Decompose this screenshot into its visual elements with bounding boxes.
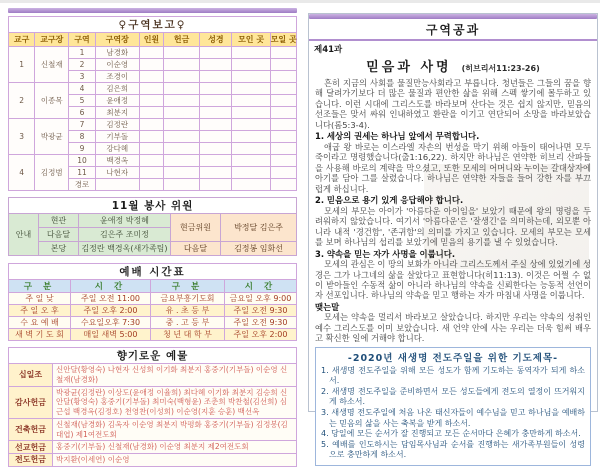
zone-leader: 이순영 — [95, 59, 139, 71]
service-side-label: 현금위원 — [171, 214, 221, 242]
empty-cell — [270, 47, 296, 59]
empty-cell — [139, 131, 163, 143]
offering-donors: 박광균(김정란) 이상도(윤애정 이율희) 최다혜 이기화 최분지 김승희 신안달(황영숙) 홍중기(기부돌) 최미숙(백형윤) 조춘희 박찬철(김선희) 심근섭 백경옥(김정호) 천영찬(이성희) 이순영(지훈 승훈) 백선옥 — [53, 386, 297, 418]
section-heading: 2. 믿음으로 용기 있게 응답해야 합니다. — [315, 195, 464, 206]
offering-row — [9, 364, 297, 387]
zone-number: 2 — [69, 59, 95, 71]
conclusion-heading: 맺는말 — [315, 301, 340, 312]
zone-leader: 김정란 — [95, 119, 139, 131]
empty-cell — [200, 155, 232, 167]
service-name: 주 일 오 후 — [9, 305, 71, 317]
service-side-label: 다음달 — [171, 242, 221, 256]
service-name: 중 . 고 등 부 — [151, 317, 225, 329]
service-committee-title: 11월 봉사 위원 — [9, 198, 297, 214]
empty-cell — [200, 143, 232, 155]
zone-leader: 조경이 — [95, 71, 139, 83]
zone-leader: 기부돌 — [95, 131, 139, 143]
empty-cell — [200, 95, 232, 107]
column-header: 인원 — [139, 33, 163, 47]
service-name: 주 일 낮 — [9, 293, 71, 305]
zone-number: 1 — [69, 47, 95, 59]
offering-donors: 신철재(남경화) 김옥자 이순영 최분지 박평화 홍중기(기부돌) 김정봉(김대엽) 제1여전도회 — [53, 418, 297, 441]
schedule-column-header: 시 간 — [71, 280, 151, 293]
schedule-column-header: 시 간 — [225, 280, 297, 293]
parish-leader: 신철재 — [35, 47, 69, 83]
service-name: 새 벽 기 도 회 — [9, 329, 71, 341]
service-side-names: 김정봉 임화선 — [221, 242, 297, 256]
service-time: 주일 오전 11:00 — [71, 293, 151, 305]
offering-type-label: 선교헌금 — [9, 441, 53, 454]
service-time: 매일 새벽 5:00 — [71, 329, 151, 341]
empty-cell — [164, 95, 200, 107]
empty-cell — [139, 47, 163, 59]
offering-type-label: 감사헌금 — [9, 386, 53, 418]
empty-cell — [270, 107, 296, 119]
empty-cell — [200, 59, 232, 71]
parish-leader: 김정범 — [35, 155, 69, 191]
zone-leader: 남경화 — [95, 47, 139, 59]
intro-paragraph: 흔히 지금의 사회를 물질만능사회라고 부릅니다. 청년들은 그들의 꿈을 향해 달려가기보다 더 많은 물질과 편안한 삶을 위해 스펙 쌓기에 몰두하고 있습니다. 이런 시대에 그리스도를 바라보며 산다는 것은 쉽지 않지만, 믿음의 선조들은 맞서 싸워 인내하였고 환란을 이기고 연단되어 소망을 바라보았습니다(롬5:3-4). — [315, 78, 591, 130]
prayer-item: 2. 새생명 전도주일을 준비하면서 모든 성도들에게 전도의 열정이 뜨거워지게 하소서. — [321, 386, 585, 407]
offering-type-label: 건축헌금 — [9, 418, 53, 441]
lesson-page-header: 구역공과 — [309, 19, 597, 41]
schedule-row — [9, 329, 297, 341]
column-header: 교구 — [9, 33, 35, 47]
service-time: 주일 오전 9:30 — [225, 305, 297, 317]
offering-type-label: 십일조 — [9, 364, 53, 387]
service-area: 현관 — [39, 214, 79, 228]
zone-number: 11 — [69, 167, 95, 179]
column-header: 교구장 — [35, 33, 69, 47]
parish-number: 3 — [9, 119, 35, 155]
lesson-title: 믿음과 사명 — [366, 60, 452, 75]
empty-cell — [270, 131, 296, 143]
service-committee-table — [8, 197, 297, 256]
zone-number: 9 — [69, 143, 95, 155]
service-time: 주일 오전 9:30 — [225, 317, 297, 329]
schedule-row — [9, 305, 297, 317]
empty-cell — [270, 95, 296, 107]
empty-cell — [232, 95, 270, 107]
zone-leader: 최분지 — [95, 107, 139, 119]
empty-cell — [164, 107, 200, 119]
zone-leader: 윤애정 — [95, 95, 139, 107]
zone-leader: 김은희 — [95, 83, 139, 95]
empty-cell — [164, 59, 200, 71]
empty-cell — [139, 95, 163, 107]
empty-cell — [270, 155, 296, 167]
empty-cell — [232, 119, 270, 131]
empty-cell — [139, 143, 163, 155]
service-names: 김은주 조미정 — [79, 228, 171, 242]
section-body: 모세의 관심은 이 땅의 보화가 아니라 그리스도께서 주실 상에 있었기에 성경은 그가 나그네의 삶을 살았다고 표현합니다(히11:13). 이것은 어쩔 수 없이 받아들인 수동적 삶이 아니라 하나님의 약속을 신뢰한다는 능동적 선언이자 선포입니다. 하나님의 약속을 믿고 행하는 자가 마침내 사명을 이룹니다. — [315, 259, 591, 301]
conclusion-paragraph: 모세는 약속을 멀리서 바라보고 살았습니다. 하지만 우리는 약속의 성취인 예수 그리스도를 이미 보았습니다. 새 언약 안에 사는 우리는 더욱 힘써 배우고 확신한 일에 거해야 합니다. — [315, 312, 591, 344]
service-name: 금요부흥기도회 — [151, 293, 225, 305]
zone-leader: 나현자 — [95, 167, 139, 179]
zone-number: 4 — [69, 83, 95, 95]
service-group-label: 안내 — [9, 214, 39, 256]
district-report-header-row — [9, 33, 297, 47]
empty-cell — [270, 167, 296, 179]
prayer-title: -2020년 새생명 전도주일을 위한 기도제목- — [347, 352, 559, 364]
empty-cell — [270, 143, 296, 155]
empty-cell — [200, 71, 232, 83]
empty-cell — [164, 131, 200, 143]
lesson-title-row — [309, 55, 597, 78]
service-names: 김정란 백경옥(새가족팀) — [79, 242, 171, 256]
zone-number: 7 — [69, 119, 95, 131]
empty-cell — [270, 119, 296, 131]
district-report-table — [8, 16, 297, 191]
section-heading: 3. 약속을 믿는 자가 사명을 이룹니다. — [315, 248, 456, 259]
right-page — [308, 13, 598, 460]
prayer-item: 4. 당일에 모든 순서가 잘 진행되고 모든 순서마다 은혜가 충만하게 하소서. — [321, 429, 581, 439]
section-body: 애굽 왕 바로는 이스라엘 자손의 번성을 막기 위해 아들이 태어나면 모두 죽이라고 명령했습니다(출1:16,22). 하지만 하나님은 연약한 히브리 산파들을 사용해 바로의 계략을 막으셨고, 또한 모세의 어머니와 누이는 갈대상자에 아기를 담아 그를 살렸습니다. 하나님은 연약한 자들을 들어 강한 자를 부끄럽게 하십니다. — [315, 141, 591, 194]
worship-schedule-header-row — [9, 280, 297, 293]
offering-donors: 홍중기(기부돌) 신철재(남경화) 이순영 최분지 제2여전도회 — [53, 441, 297, 454]
worship-schedule-table — [8, 263, 297, 341]
zone-number: 3 — [69, 71, 95, 83]
column-header: 모인 곳 — [232, 33, 270, 47]
service-name: 수 요 예 배 — [9, 317, 71, 329]
empty-cell — [139, 71, 163, 83]
zone-number: 8 — [69, 131, 95, 143]
service-area: 다음달 — [39, 228, 79, 242]
empty-cell — [139, 119, 163, 131]
offering-row — [9, 441, 297, 454]
service-name: 청 년 대 학 부 — [151, 329, 225, 341]
prayer-list — [321, 366, 585, 461]
empty-cell — [232, 167, 270, 179]
zone-number: 10 — [69, 155, 95, 167]
parish-number: 1 — [9, 47, 35, 83]
empty-cell — [164, 179, 200, 191]
empty-cell — [232, 83, 270, 95]
empty-cell — [232, 107, 270, 119]
empty-cell — [139, 167, 163, 179]
empty-cell — [200, 179, 232, 191]
prayer-item: 5. 예배를 인도하시는 담임목사님과 순서를 진행하는 새가족부원들이 성령으로 충만하게 하소서. — [321, 439, 585, 460]
service-time: 주일 오후 2:00 — [225, 329, 297, 341]
scan-edge — [0, 0, 600, 3]
offerings-table — [8, 347, 297, 467]
service-side-names: 박정달 김은주 — [221, 214, 297, 242]
offering-donors: 박지환(이세연) 이순영 — [53, 454, 297, 467]
service-time: 주일 오후 2:00 — [71, 305, 151, 317]
district-row — [9, 119, 297, 131]
zone-number: 6 — [69, 107, 95, 119]
offering-row — [9, 386, 297, 418]
offering-type-label: 전도헌금 — [9, 454, 53, 467]
schedule-row — [9, 317, 297, 329]
service-row — [9, 242, 297, 256]
offering-row — [9, 418, 297, 441]
empty-cell — [270, 179, 296, 191]
zone-number: 5 — [69, 95, 95, 107]
empty-cell — [232, 143, 270, 155]
empty-cell — [200, 167, 232, 179]
empty-cell — [139, 155, 163, 167]
district-row — [9, 47, 297, 59]
parish-number: 4 — [9, 155, 35, 191]
schedule-row — [9, 293, 297, 305]
prayer-item: 1. 새생명 전도주일을 위해 모든 성도가 함께 기도하는 동역자가 되게 하소서. — [321, 365, 585, 386]
parish-leader: 이종목 — [35, 83, 69, 119]
empty-cell — [232, 179, 270, 191]
district-report-title: ♀구역보고♀ — [9, 17, 297, 33]
column-header: 구역장 — [95, 33, 139, 47]
empty-cell — [139, 83, 163, 95]
left-page — [8, 8, 297, 467]
section-heading: 1. 세상의 권세는 하나님 앞에서 무력합니다. — [315, 131, 480, 142]
section-body: 모세의 부모는 아이가 '아름다운 아이임을' 보았기 때문에 왕의 명령을 두려워하지 않았습니다. 여기서 '아름다운'은 '잘생긴'을 의미하는데, 외모뿐 아니라 내적 '경건함', '존귀함'의 의미를 가지고 있습니다. 모세의 부모는 모세를 보며 하나님의 섭리를 보았기에 믿음의 용기를 낼 수 있었습니다. — [315, 205, 591, 248]
empty-cell — [139, 107, 163, 119]
parish-number: 2 — [9, 83, 35, 119]
schedule-column-header: 구 분 — [9, 280, 71, 293]
empty-cell — [200, 107, 232, 119]
empty-cell — [139, 179, 163, 191]
empty-cell — [200, 131, 232, 143]
service-time: 수요일오후 7:30 — [71, 317, 151, 329]
prayer-box — [315, 347, 591, 466]
service-area: 본당 — [39, 242, 79, 256]
empty-cell — [270, 83, 296, 95]
empty-cell — [164, 167, 200, 179]
schedule-column-header: 구 분 — [151, 280, 225, 293]
column-header: 구역 — [69, 33, 95, 47]
zone-leader: 백경옥 — [95, 155, 139, 167]
zone-number: 경로 — [69, 179, 95, 191]
parish-leader: 박광균 — [35, 119, 69, 155]
empty-cell — [200, 83, 232, 95]
worship-schedule-title: 예배 시간표 — [9, 264, 297, 280]
empty-cell — [232, 155, 270, 167]
top-band-left — [8, 8, 297, 13]
zone-leader: 강다혜 — [95, 143, 139, 155]
empty-cell — [200, 119, 232, 131]
district-row — [9, 83, 297, 95]
district-row — [9, 155, 297, 167]
empty-cell — [232, 131, 270, 143]
column-header: 모일 곳 — [270, 33, 296, 47]
offering-row — [9, 454, 297, 467]
zone-leader — [95, 179, 139, 191]
prayer-item: 3. 새생명 전도주일에 처음 나온 태신자들이 예수님을 믿고 하나님을 예배하는 믿음의 삶을 사는 축복을 받게 하소서. — [321, 408, 585, 428]
empty-cell — [232, 59, 270, 71]
column-header: 헌금 — [164, 33, 200, 47]
empty-cell — [164, 83, 200, 95]
empty-cell — [164, 47, 200, 59]
empty-cell — [164, 119, 200, 131]
offering-donors: 신안달(황영숙) 나현자 신성희 이기화 최분지 홍중기(기부돌) 이순영 신철재(남경화) — [53, 364, 297, 387]
empty-cell — [164, 143, 200, 155]
empty-cell — [232, 47, 270, 59]
empty-cell — [139, 59, 163, 71]
service-names: 윤애정 박정혜 — [79, 214, 171, 228]
empty-cell — [232, 71, 270, 83]
lesson-number: 제41과 — [314, 45, 343, 55]
column-header: 성경 — [200, 33, 232, 47]
empty-cell — [270, 71, 296, 83]
service-time: 금요일 오후 9:00 — [225, 293, 297, 305]
service-name: 유 . 초 등 부 — [151, 305, 225, 317]
lesson-body — [309, 78, 597, 344]
empty-cell — [164, 71, 200, 83]
empty-cell — [270, 59, 296, 71]
service-row — [9, 214, 297, 228]
empty-cell — [200, 47, 232, 59]
empty-cell — [164, 155, 200, 167]
offerings-title: 향기로운 예물 — [9, 348, 297, 364]
scripture-reference: (히브리서11:23-26) — [461, 64, 540, 73]
